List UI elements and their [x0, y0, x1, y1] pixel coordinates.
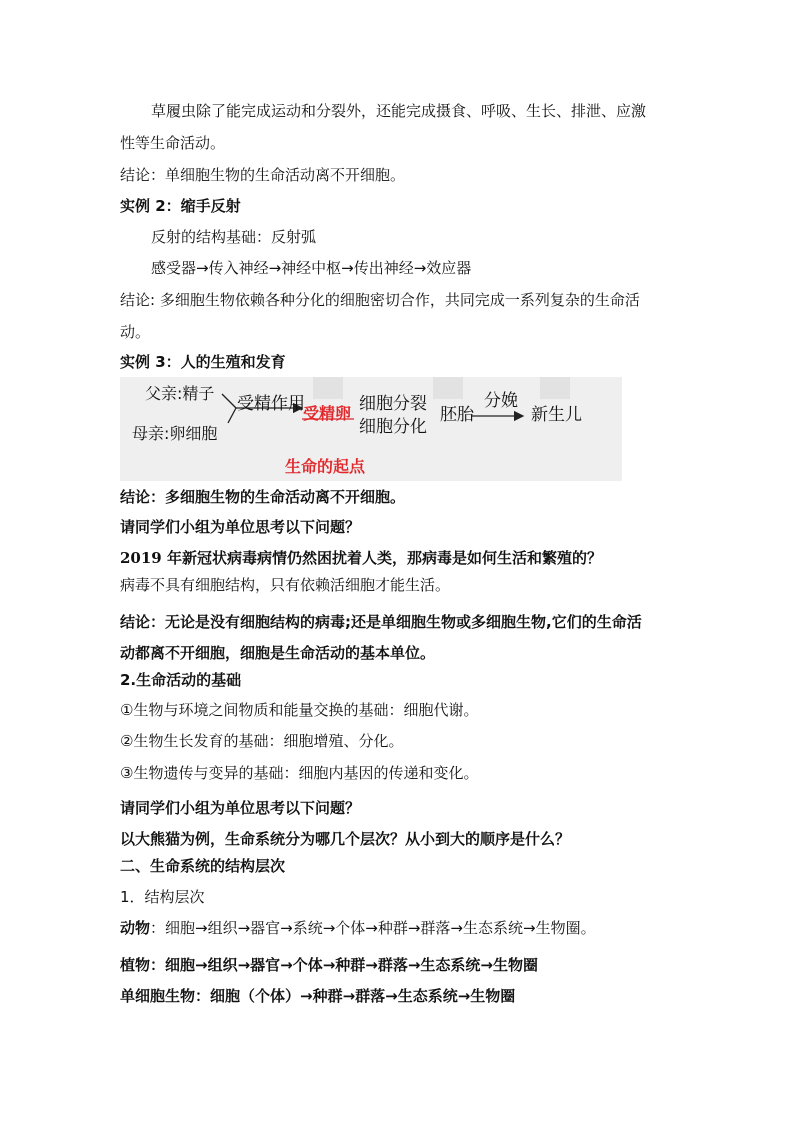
father-join-line [222, 394, 236, 408]
basis-heading: 2.生命活动的基础 [120, 671, 242, 689]
levels-heading: 1．结构层次 [120, 888, 205, 906]
unicellular-levels: 单细胞生物：细胞（个体）→种群→群落→生态系统→生物圈 [120, 987, 516, 1005]
basis-item-metabolism: ①生物与环境之间物质和能量交换的基础：细胞代谢。 [120, 701, 479, 719]
section2-heading: 二、生命系统的结构层次 [120, 857, 286, 875]
reflex-chain: 感受器→传入神经→神经中枢→传出神经→效应器 [151, 259, 472, 277]
animal-label: 动物 [120, 919, 151, 937]
animal-levels [120, 918, 596, 938]
conclusion-virus-line1: 结论：无论是没有细胞结构的病毒;还是单细胞生物或多细胞生物,它们的生命活 [120, 613, 642, 631]
covid-question: 2019 年新冠状病毒病情仍然困扰着人类，那病毒是如何生活和繁殖的？ [120, 549, 602, 567]
virus-answer: 病毒不具有细胞结构，只有依赖活细胞才能生活。 [120, 576, 451, 594]
mother-label: 母亲:卵细胞 [132, 424, 218, 443]
panda-question: 以大熊猫为例，生命系统分为哪几个层次？从小到大的顺序是什么？ [120, 830, 571, 848]
birth-label: 分娩 [484, 391, 518, 411]
father-label: 父亲:精子 [145, 384, 215, 403]
cell-division-label: 细胞分裂 [359, 394, 427, 414]
fertilization-label: 受精作用 [237, 394, 305, 414]
paragraph-paramecium-line1: 草履虫除了能完成运动和分裂外，还能完成摄食、呼吸、生长、排泄、应激 [151, 102, 647, 120]
group-question-1: 请同学们小组为单位思考以下问题？ [120, 518, 361, 536]
animal-chain: ：细胞→组织→器官→系统→个体→种群→群落→生态系统→生物圈。 [150, 919, 596, 937]
group-question-2: 请同学们小组为单位思考以下问题？ [120, 799, 361, 817]
life-start-label: 生命的起点 [285, 457, 366, 476]
example2-heading: 实例 2：缩手反射 [120, 197, 241, 215]
plant-levels: 植物：细胞→组织→器官→个体→种群→群落→生态系统→生物圈 [120, 956, 538, 974]
conclusion-multicellular-line2: 动。 [120, 323, 151, 341]
conclusion-multicellular-2: 结论：多细胞生物的生命活动离不开细胞。 [120, 488, 406, 506]
conclusion-virus-line2: 动都离不开细胞，细胞是生命活动的基本单位。 [120, 644, 436, 662]
example3-heading: 实例 3：人的生殖和发育 [120, 353, 286, 371]
mother-join-line [228, 408, 236, 423]
basis-item-growth: ②生物生长发育的基础：细胞增殖、分化。 [120, 732, 404, 750]
conclusion-unicellular: 结论：单细胞生物的生命活动离不开细胞。 [120, 166, 406, 184]
conclusion-multicellular-line1: 结论: 多细胞生物依赖各种分化的细胞密切合作，共同完成一系列复杂的生命活 [120, 291, 640, 309]
cell-differentiation-label: 细胞分化 [359, 417, 427, 437]
newborn-label: 新生儿 [531, 405, 582, 425]
reproduction-diagram [120, 377, 622, 481]
basis-item-heredity: ③生物遗传与变异的基础：细胞内基因的传递和变化。 [120, 764, 479, 782]
zygote-label: 受精卵 [303, 404, 352, 423]
paragraph-paramecium-line2: 性等生命活动。 [120, 134, 226, 152]
embryo-label: 胚胎 [440, 405, 474, 425]
reflex-basis: 反射的结构基础：反射弧 [151, 228, 317, 246]
